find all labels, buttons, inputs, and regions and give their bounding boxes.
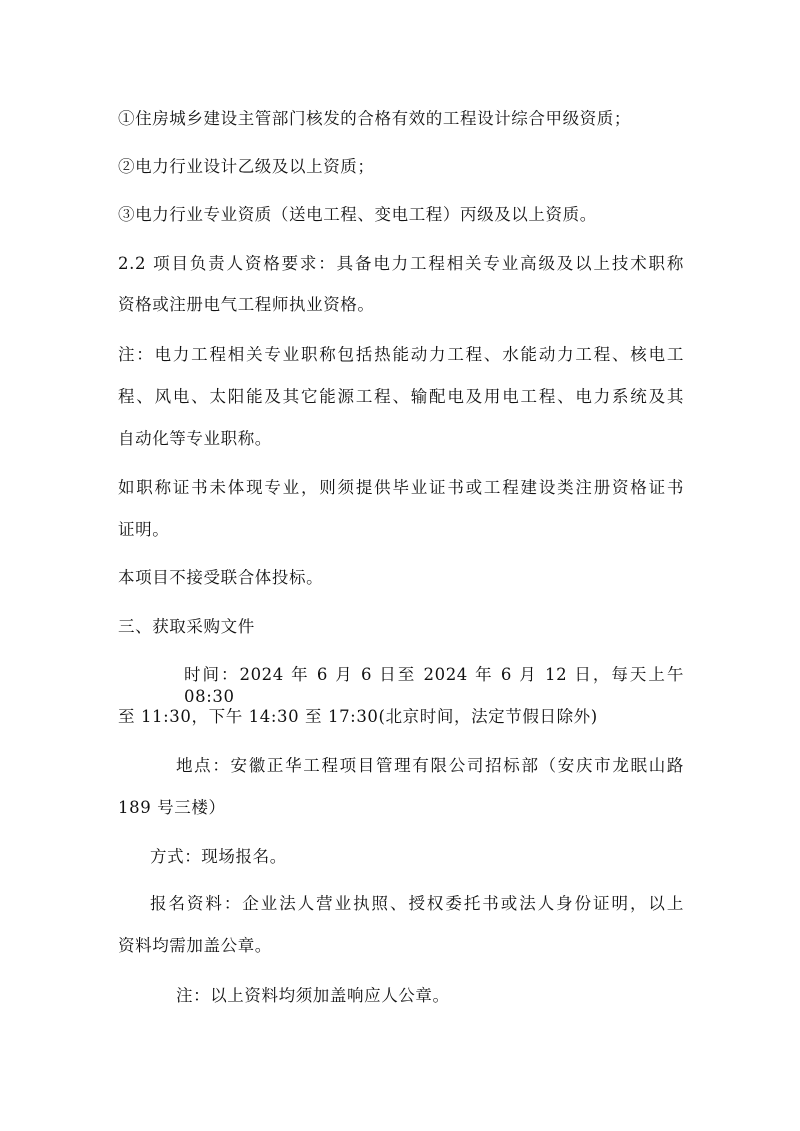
qualification-item-2: ②电力行业设计乙级及以上资质； — [118, 157, 375, 176]
project-lead-requirement-cont: 资格或注册电气工程师执业资格。 — [118, 295, 375, 314]
obtain-location-cont: 189 号三楼） — [118, 798, 226, 817]
section-heading-obtain-documents: 三、获取采购文件 — [118, 617, 255, 636]
registration-materials: 报名资料：企业法人营业执照、授权委托书或法人身份证明，以上 — [150, 894, 684, 913]
note-professional-titles-cont-1: 程、风电、太阳能及其它能源工程、输配电及用电工程、电力系统及其 — [118, 387, 684, 406]
qualification-item-3: ③电力行业专业资质（送电工程、变电工程）丙级及以上资质。 — [118, 205, 597, 224]
obtain-method: 方式：现场报名。 — [150, 847, 287, 866]
materials-seal-note: 注：以上资料均须加盖响应人公章。 — [176, 986, 450, 1005]
note-professional-titles: 注：电力工程相关专业职称包括热能动力工程、水能动力工程、核电工 — [118, 345, 684, 364]
obtain-time-cont: 至 11:30，下午 14:30 至 17:30(北京时间，法定节假日除外) — [118, 707, 598, 726]
obtain-time: 时间：2024 年 6 月 6 日至 2024 年 6 月 12 日，每天上午 08:30 — [184, 665, 684, 706]
project-lead-requirement: 2.2 项目负责人资格要求：具备电力工程相关专业高级及以上技术职称 — [118, 254, 684, 273]
note-professional-titles-cont-2: 自动化等专业职称。 — [118, 429, 272, 448]
obtain-location: 地点：安徽正华工程项目管理有限公司招标部（安庆市龙眠山路 — [176, 756, 684, 775]
qualification-item-1: ①住房城乡建设主管部门核发的合格有效的工程设计综合甲级资质； — [118, 109, 631, 128]
registration-materials-cont: 资料均需加盖公章。 — [118, 936, 272, 955]
certificate-note: 如职称证书未体现专业，则须提供毕业证书或工程建设类注册资格证书 — [118, 478, 684, 497]
no-consortium-note: 本项目不接受联合体投标。 — [118, 568, 324, 587]
certificate-note-cont: 证明。 — [118, 520, 170, 539]
